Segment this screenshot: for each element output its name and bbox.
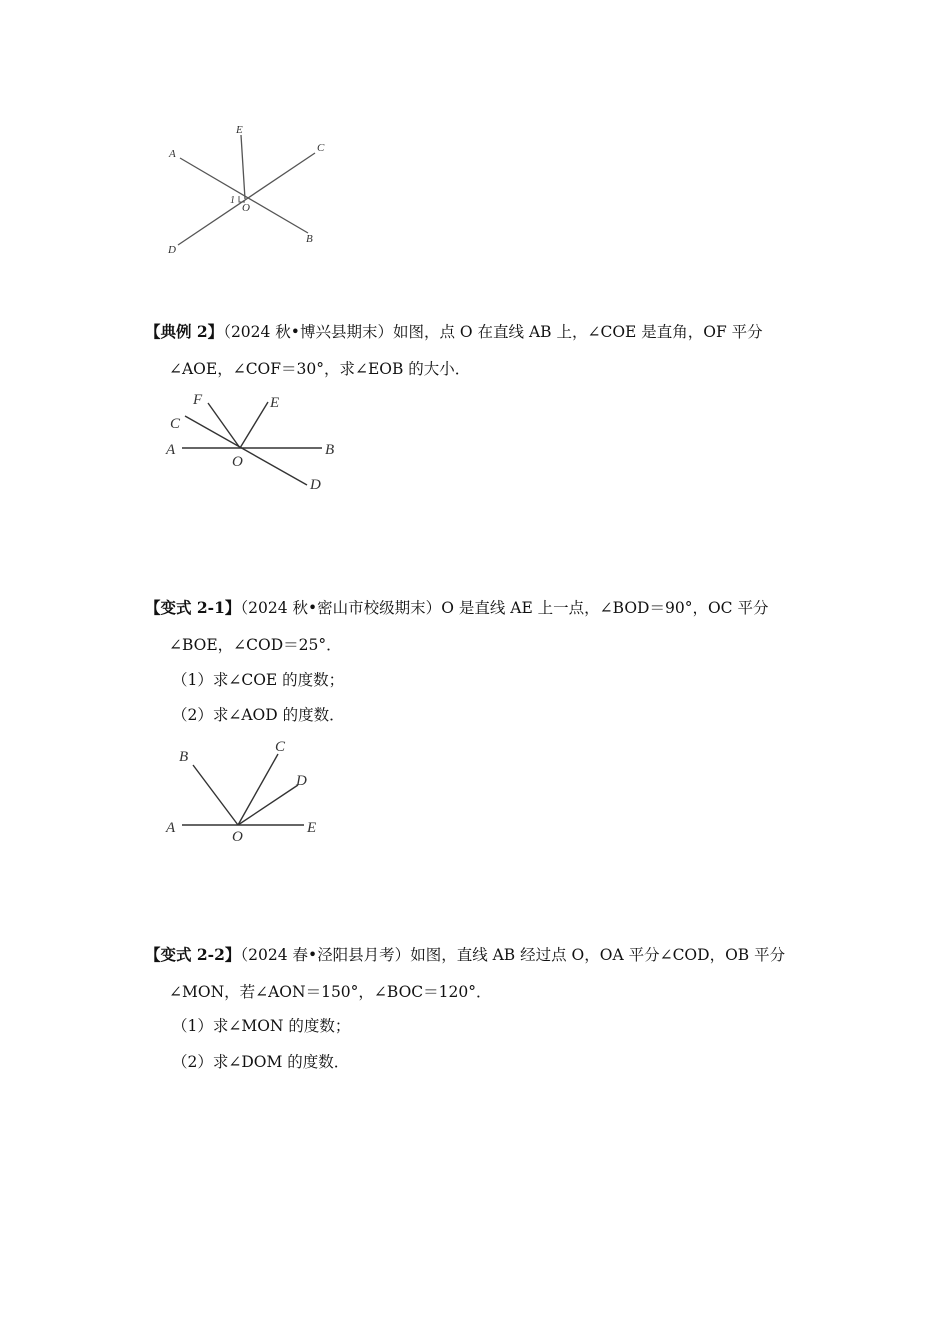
ray-oc <box>238 754 278 825</box>
label-o: O <box>242 202 250 214</box>
label-c: C <box>317 142 325 154</box>
ray-od <box>238 785 298 825</box>
variant-2-2-source: （2024 春•泾阳县月考） <box>240 946 411 964</box>
ray-of <box>208 403 240 448</box>
example-2-problem <box>145 313 815 388</box>
variant-2-1-source: （2024 秋•密山市校级期末） <box>240 599 442 617</box>
example-2-figure <box>160 385 360 500</box>
variant-2-1-line-1: O 是直线 AE 上一点，∠BOD＝90°，OC 平分 <box>441 599 769 617</box>
variant-2-2-tag: 【变式 2-2】 <box>145 945 241 964</box>
variant-2-1-line-2: ∠BOE，∠COD＝25°． <box>169 636 342 654</box>
label-d: D <box>310 477 321 493</box>
label-c: C <box>275 739 286 755</box>
label-e: E <box>307 820 317 836</box>
variant-2-1-question-1: （1）求∠COE 的度数； <box>172 671 345 689</box>
variant-2-2-line-1: 如图，直线 AB 经过点 O，OA 平分∠COD，OB 平分 <box>410 946 786 964</box>
label-b: B <box>179 749 189 765</box>
label-e: E <box>270 395 280 411</box>
variant-2-2-problem <box>145 936 815 1011</box>
label-o: O <box>232 454 243 470</box>
line-ab <box>180 158 308 233</box>
variant-2-1-tag: 【变式 2-1】 <box>145 598 241 617</box>
variant-2-2-question-1: （1）求∠MON 的度数； <box>172 1017 351 1035</box>
example-2-source: （2024 秋•博兴县期末） <box>223 323 393 341</box>
example-2-line-1: 如图，点 O 在直线 AB 上，∠COE 是直角，OF 平分 <box>392 323 763 341</box>
variant-2-1-problem <box>145 589 815 664</box>
ray-oe <box>241 135 245 199</box>
label-1: 1 <box>230 195 235 206</box>
line-cd <box>185 416 307 485</box>
label-b: B <box>306 233 313 245</box>
ray-oe <box>240 402 268 448</box>
variant-2-1-question-2: （2）求∠AOD 的度数． <box>172 706 345 724</box>
variant-2-1-figure <box>160 733 360 848</box>
label-e: E <box>236 124 243 136</box>
label-d: D <box>296 773 307 789</box>
label-a: A <box>169 148 176 160</box>
variant-2-2-question-2: （2）求∠DOM 的度数． <box>172 1053 350 1071</box>
line-cd <box>178 153 315 245</box>
example-2-line-2: ∠AOE，∠COF＝30°，求∠EOB 的大小． <box>169 360 471 378</box>
label-c: C <box>170 416 181 432</box>
figure-1 <box>160 118 340 263</box>
variant-2-2-line-2: ∠MON，若∠AON＝150°，∠BOC＝120°． <box>169 983 492 1001</box>
label-d: D <box>168 244 176 256</box>
example-2-tag: 【典例 2】 <box>145 322 224 341</box>
label-a: A <box>166 820 176 836</box>
label-o: O <box>232 829 243 845</box>
label-a: A <box>166 442 176 458</box>
ray-ob <box>193 765 238 825</box>
label-f: F <box>193 392 203 408</box>
label-b: B <box>325 442 335 458</box>
